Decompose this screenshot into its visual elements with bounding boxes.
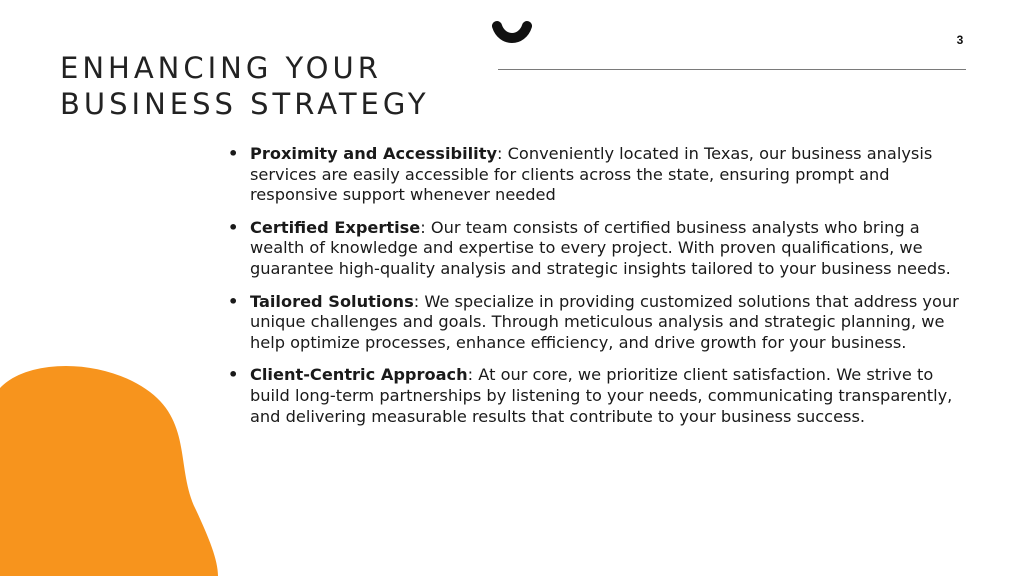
bullet-dot-icon: •: [228, 291, 239, 311]
bullet-text: Conveniently located in Texas, our business analysis services are easily accessible for clients across the state, ensuring prompt and responsive support whenever needed: [250, 144, 933, 205]
bullet-item-certified: [228, 218, 963, 280]
bullet-item-client-centric: [228, 365, 963, 427]
bullet-dot-icon: •: [228, 365, 239, 385]
bullet-text: We specialize in providing customized solutions that address your unique challenges and goals. Through meticulous analysis and strategic planning, we help optimize processes, enhance efficiency, and drive growth for your business.: [250, 291, 959, 352]
bullet-label: Certified Expertise: [250, 217, 421, 237]
page-number: 3: [956, 33, 964, 47]
bullet-label: Client-Centric Approach: [250, 365, 468, 385]
bullet-list: [228, 144, 963, 439]
title-line-1: ENHANCING YOUR: [60, 51, 382, 85]
bullet-dot-icon: •: [228, 144, 239, 163]
title-divider-line: [498, 69, 966, 70]
bullet-separator: :: [467, 365, 474, 385]
bullet-label: Proximity and Accessibility: [250, 144, 498, 163]
bullet-label: Tailored Solutions: [250, 291, 414, 311]
bullet-item-tailored: [228, 292, 963, 354]
bullet-separator: :: [420, 217, 426, 237]
bullet-text: Our team consists of certified business analysts who bring a wealth of knowledge and expertise to every project. With proven qualifications, we guarantee high-quality analysis and strategic insights tailored to your business needs.: [250, 217, 951, 278]
title-line-2: BUSINESS STRATEGY: [60, 87, 430, 121]
bullet-separator: :: [413, 291, 420, 311]
bullet-dot-icon: •: [228, 217, 239, 237]
slide-title: [60, 50, 430, 122]
bullet-item-proximity: [228, 144, 963, 206]
bullet-separator: :: [497, 144, 503, 163]
bullet-text: At our core, we prioritize client satisfaction. We strive to build long-term partnerships by listening to your needs, communicating transparently, and delivering measurable results that contribute to your business success.: [250, 365, 953, 426]
